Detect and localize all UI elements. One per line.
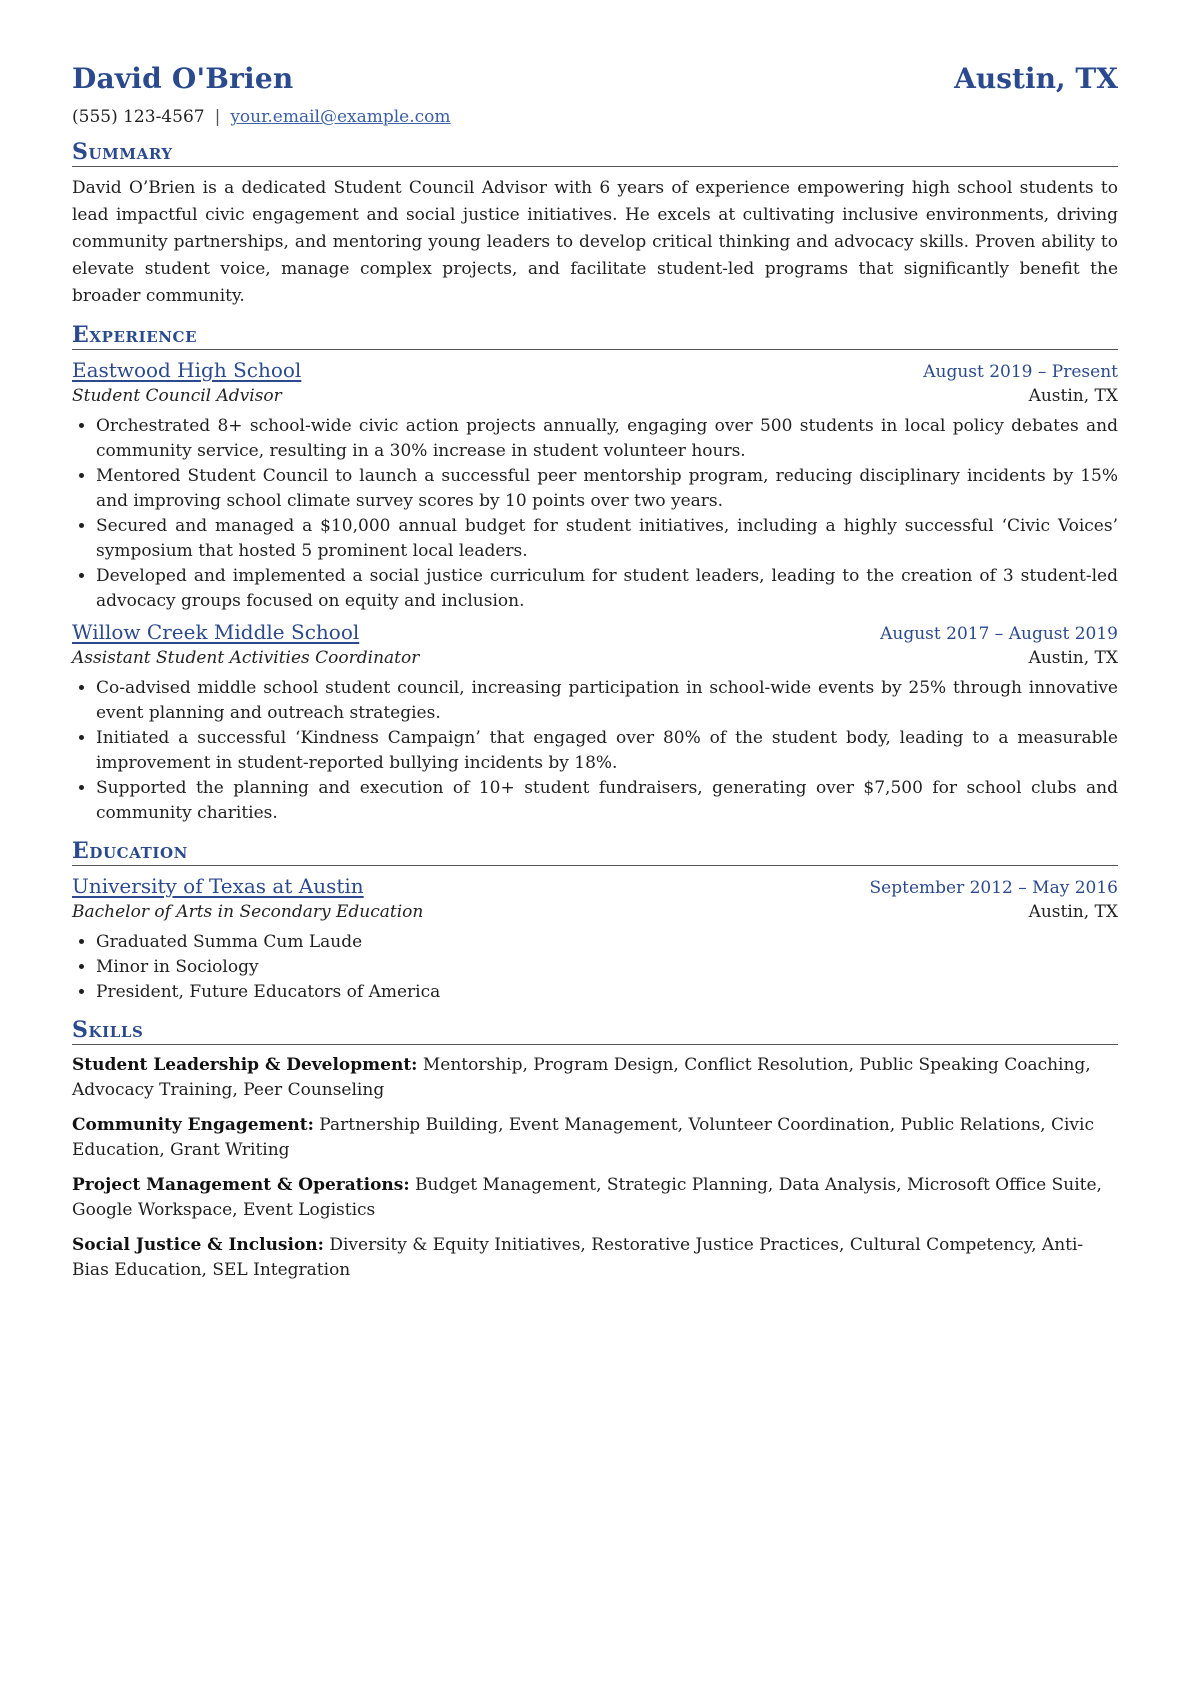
skills-heading: Skills xyxy=(72,1017,1118,1045)
school-location: Austin, TX xyxy=(1028,902,1118,922)
school-name[interactable]: University of Texas at Austin xyxy=(72,874,364,898)
skill-group-items: Budget Management, Strategic Planning, Data Analysis, Microsoft Office Suite, Google Workspace, Event Logistics xyxy=(72,1175,1102,1220)
skill-group xyxy=(72,1233,1118,1283)
achievement-list xyxy=(72,676,1118,826)
skill-group-items: Mentorship, Program Design, Conflict Resolution, Public Speaking Coaching, Advocacy Training, Peer Counseling xyxy=(72,1055,1091,1100)
education-entry xyxy=(72,874,1118,1005)
candidate-location: Austin, TX xyxy=(954,62,1118,95)
experience-entry xyxy=(72,620,1118,826)
achievement-item: • Initiated a successful ‘Kindness Campaign’ that engaged over 80% of the student body, leading to a measurable improvement in student-reported bullying incidents by 18%. xyxy=(96,726,1118,776)
employment-dates: August 2017 – August 2019 xyxy=(880,624,1118,644)
achievement-item: • Co-advised middle school student council, increasing participation in school-wide events by 25% through innovative event planning and outreach strategies. xyxy=(96,676,1118,726)
achievement-item: • Mentored Student Council to launch a successful peer mentorship program, reducing disciplinary incidents by 15% and improving school climate survey scores by 10 points over two years. xyxy=(96,464,1118,514)
contact-line xyxy=(72,107,1118,127)
email-link[interactable]: your.email@example.com xyxy=(230,107,451,127)
job-location: Austin, TX xyxy=(1028,386,1118,406)
experience-heading: Experience xyxy=(72,322,1118,350)
education-highlights xyxy=(72,930,1118,1005)
education-item: • Graduated Summa Cum Laude xyxy=(96,930,1118,955)
summary-heading: Summary xyxy=(72,139,1118,167)
skill-group-label: Student Leadership & Development: xyxy=(72,1055,418,1075)
employment-dates: August 2019 – Present xyxy=(923,362,1118,382)
skills-section xyxy=(72,1017,1118,1283)
degree-title: Bachelor of Arts in Secondary Education xyxy=(72,902,424,922)
education-item: • President, Future Educators of America xyxy=(96,980,1118,1005)
phone-number: (555) 123-4567 xyxy=(72,107,205,127)
study-dates: September 2012 – May 2016 xyxy=(869,878,1118,898)
skill-group xyxy=(72,1053,1118,1103)
skill-group-label: Project Management & Operations: xyxy=(72,1175,410,1195)
achievement-item: • Developed and implemented a social justice curriculum for student leaders, leading to the creation of 3 student-led advocacy groups focused on equity and inclusion. xyxy=(96,564,1118,614)
education-section xyxy=(72,838,1118,1005)
achievement-list xyxy=(72,414,1118,614)
contact-separator: | xyxy=(214,107,221,127)
employer-name[interactable]: Eastwood High School xyxy=(72,358,302,382)
summary-text: David O’Brien is a dedicated Student Council Advisor with 6 years of experience empowering high school students to lead impactful civic engagement and social justice initiatives. He excels at cultivating inclusive environments, driving community partnerships, and mentoring young leaders to develop critical thinking and advocacy skills. Proven ability to elevate student voice, manage complex projects, and facilitate student-led programs that significantly benefit the broader community. xyxy=(72,178,1118,306)
job-title: Assistant Student Activities Coordinator xyxy=(72,648,420,668)
resume-header xyxy=(72,62,1118,95)
employer-name[interactable]: Willow Creek Middle School xyxy=(72,620,360,644)
experience-entry xyxy=(72,358,1118,614)
skill-group-items: Partnership Building, Event Management, Volunteer Coordination, Public Relations, Civic Education, Grant Writing xyxy=(72,1115,1094,1160)
skill-group xyxy=(72,1113,1118,1163)
education-heading: Education xyxy=(72,838,1118,866)
summary-section xyxy=(72,139,1118,310)
candidate-name: David O'Brien xyxy=(72,62,294,95)
experience-section xyxy=(72,322,1118,826)
achievement-item: • Secured and managed a $10,000 annual budget for student initiatives, including a highly successful ‘Civic Voices’ symposium that hosted 5 prominent local leaders. xyxy=(96,514,1118,564)
achievement-item: • Supported the planning and execution of 10+ student fundraisers, generating over $7,500 for school clubs and community charities. xyxy=(96,776,1118,826)
education-item: • Minor in Sociology xyxy=(96,955,1118,980)
job-title: Student Council Advisor xyxy=(72,386,282,406)
job-location: Austin, TX xyxy=(1028,648,1118,668)
achievement-item: • Orchestrated 8+ school-wide civic action projects annually, engaging over 500 students in local policy debates and community service, resulting in a 30% increase in student volunteer hours. xyxy=(96,414,1118,464)
skill-group-items: Diversity & Equity Initiatives, Restorative Justice Practices, Cultural Competency, Anti-Bias Education, SEL Integration xyxy=(72,1235,1084,1280)
skill-group xyxy=(72,1173,1118,1223)
skill-group-label: Social Justice & Inclusion: xyxy=(72,1235,324,1255)
skill-group-label: Community Engagement: xyxy=(72,1115,314,1135)
